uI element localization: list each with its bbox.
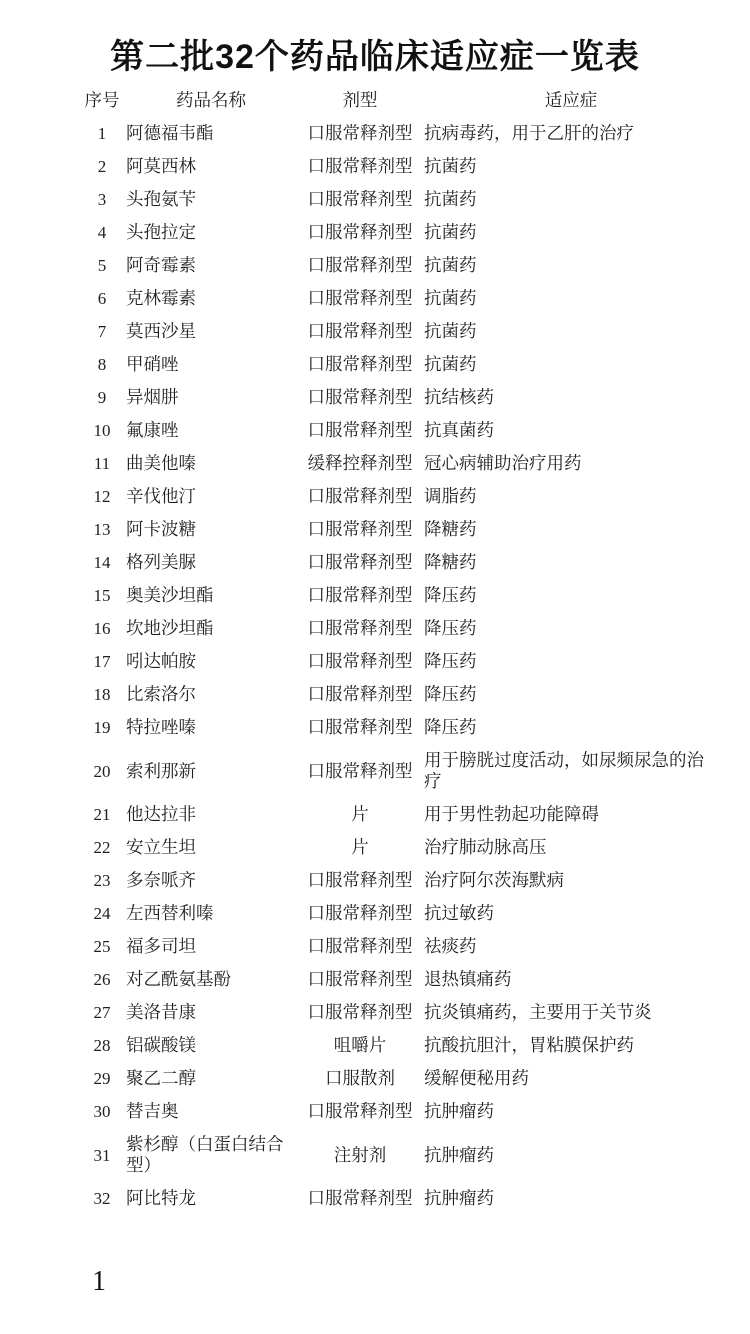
column-header-no: 序号	[84, 90, 120, 110]
table-row	[78, 183, 718, 216]
dosage-form-cell: 口服常释剂型	[307, 420, 413, 440]
row-number-cell: 23	[93, 871, 111, 890]
indication-cell: 抗肿瘤药	[424, 1188, 494, 1208]
table-row	[78, 744, 718, 798]
table-row	[78, 996, 718, 1029]
dosage-form-cell: 口服常释剂型	[307, 1002, 413, 1022]
drug-name-cell: 异烟肼	[126, 387, 179, 407]
drug-name-cell: 吲达帕胺	[126, 651, 196, 671]
drug-name-cell: 阿卡波糖	[126, 519, 196, 539]
indication-cell: 抗酸抗胆汁，胃粘膜保护药	[424, 1035, 634, 1055]
dosage-form-cell: 口服常释剂型	[307, 760, 413, 781]
row-number-cell: 30	[93, 1102, 111, 1121]
indication-cell: 退热镇痛药	[424, 969, 512, 989]
row-number-cell: 9	[97, 388, 107, 407]
table-row	[78, 678, 718, 711]
indication-cell: 降压药	[424, 684, 477, 704]
dosage-form-cell: 口服常释剂型	[307, 189, 413, 209]
row-number-cell: 14	[93, 553, 111, 572]
table-row	[78, 513, 718, 546]
drug-name-cell: 聚乙二醇	[126, 1068, 196, 1088]
drug-name-cell: 铝碳酸镁	[126, 1035, 196, 1055]
drug-name-cell: 格列美脲	[126, 552, 196, 572]
dosage-form-cell: 口服散剂	[325, 1068, 395, 1088]
table-row	[78, 930, 718, 963]
table-row	[78, 249, 718, 282]
drug-name-cell: 他达拉非	[126, 804, 196, 824]
table-row	[78, 315, 718, 348]
table-row	[78, 117, 718, 150]
table-header-row	[78, 84, 718, 117]
drug-name-cell: 特拉唑嗪	[126, 717, 196, 737]
table-row	[78, 216, 718, 249]
dosage-form-cell: 咀嚼片	[333, 1035, 387, 1055]
drug-name-cell: 左西替利嗪	[126, 903, 214, 923]
row-number-cell: 17	[93, 652, 111, 671]
indication-cell: 降糖药	[424, 519, 477, 539]
indication-cell: 抗菌药	[424, 354, 477, 374]
table-row	[78, 348, 718, 381]
dosage-form-cell: 缓释控释剂型	[307, 453, 413, 473]
indication-cell: 祛痰药	[424, 936, 477, 956]
row-number-cell: 16	[93, 619, 111, 638]
row-number-cell: 13	[93, 520, 111, 539]
indication-cell: 抗肿瘤药	[424, 1101, 494, 1121]
row-number-cell: 3	[97, 190, 107, 209]
drug-name-cell: 奥美沙坦酯	[126, 585, 214, 605]
drug-name-cell: 替吉奥	[126, 1101, 179, 1121]
indication-cell: 抗菌药	[424, 156, 477, 176]
table-row	[78, 1182, 718, 1215]
dosage-form-cell: 口服常释剂型	[307, 255, 413, 275]
row-number-cell: 5	[97, 256, 107, 275]
indication-cell: 抗肿瘤药	[424, 1144, 494, 1165]
table-row	[78, 645, 718, 678]
indication-cell: 抗菌药	[424, 222, 477, 242]
dosage-form-cell: 口服常释剂型	[307, 387, 413, 407]
table-row	[78, 579, 718, 612]
drug-name-cell: 索利那新	[126, 760, 196, 781]
row-number-cell: 18	[93, 685, 111, 704]
indication-cell: 用于膀胱过度活动，如尿频尿急的治疗	[424, 750, 704, 791]
row-number-cell: 32	[93, 1189, 111, 1208]
indication-cell: 抗过敏药	[424, 903, 494, 923]
table-row	[78, 864, 718, 897]
table-row	[78, 480, 718, 513]
drug-name-cell: 对乙酰氨基酚	[126, 969, 231, 989]
indication-cell: 抗炎镇痛药，主要用于关节炎	[424, 1002, 652, 1022]
row-number-cell: 10	[93, 421, 111, 440]
table-row	[78, 1095, 718, 1128]
column-header-drug-name: 药品名称	[176, 90, 246, 110]
indication-cell: 抗菌药	[424, 255, 477, 275]
drug-name-cell: 阿比特龙	[126, 1188, 196, 1208]
drug-name-cell: 坎地沙坦酯	[126, 618, 214, 638]
row-number-cell: 8	[97, 355, 107, 374]
table-body	[78, 117, 718, 1215]
row-number-cell: 25	[93, 937, 111, 956]
table-row	[78, 546, 718, 579]
row-number-cell: 22	[93, 838, 111, 857]
drug-name-cell: 头孢拉定	[126, 222, 196, 242]
drug-indication-table	[78, 84, 718, 1215]
drug-name-cell: 美洛昔康	[126, 1002, 196, 1022]
row-number-cell: 11	[93, 454, 111, 473]
indication-cell: 降糖药	[424, 552, 477, 572]
drug-name-cell: 安立生坦	[126, 837, 196, 857]
dosage-form-cell: 注射剂	[333, 1144, 387, 1165]
indication-cell: 治疗肺动脉高压	[424, 837, 547, 857]
drug-name-cell: 头孢氨苄	[126, 189, 196, 209]
drug-name-cell: 辛伐他汀	[126, 486, 196, 506]
table-row	[78, 612, 718, 645]
indication-cell: 缓解便秘用药	[424, 1068, 529, 1088]
indication-cell: 抗菌药	[424, 288, 477, 308]
table-row	[78, 711, 718, 744]
dosage-form-cell: 口服常释剂型	[307, 585, 413, 605]
row-number-cell: 7	[97, 322, 107, 341]
column-header-indication: 适应症	[544, 90, 598, 110]
indication-cell: 抗真菌药	[424, 420, 494, 440]
row-number-cell: 21	[93, 805, 111, 824]
drug-name-cell: 曲美他嗪	[126, 453, 196, 473]
indication-cell: 治疗阿尔茨海默病	[424, 870, 564, 890]
dosage-form-cell: 口服常释剂型	[307, 870, 413, 890]
indication-cell: 抗菌药	[424, 189, 477, 209]
row-number-cell: 28	[93, 1036, 111, 1055]
dosage-form-cell: 口服常释剂型	[307, 519, 413, 539]
row-number-cell: 2	[97, 157, 107, 176]
dosage-form-cell: 口服常释剂型	[307, 684, 413, 704]
table-row	[78, 447, 718, 480]
dosage-form-cell: 口服常释剂型	[307, 651, 413, 671]
drug-name-cell: 氟康唑	[126, 420, 179, 440]
drug-name-cell: 多奈哌齐	[126, 870, 196, 890]
dosage-form-cell: 口服常释剂型	[307, 717, 413, 737]
dosage-form-cell: 口服常释剂型	[307, 552, 413, 572]
table-row	[78, 963, 718, 996]
row-number-cell: 24	[93, 904, 111, 923]
row-number-cell: 20	[93, 761, 111, 781]
indication-cell: 降压药	[424, 717, 477, 737]
row-number-cell: 6	[97, 289, 107, 308]
drug-name-cell: 阿奇霉素	[126, 255, 196, 275]
dosage-form-cell: 口服常释剂型	[307, 903, 413, 923]
table-row	[78, 381, 718, 414]
dosage-form-cell: 口服常释剂型	[307, 123, 413, 143]
row-number-cell: 12	[93, 487, 111, 506]
drug-name-cell: 克林霉素	[126, 288, 196, 308]
row-number-cell: 1	[97, 124, 107, 143]
drug-name-cell: 莫西沙星	[126, 321, 196, 341]
table-row	[78, 798, 718, 831]
dosage-form-cell: 片	[351, 837, 369, 857]
dosage-form-cell: 口服常释剂型	[307, 222, 413, 242]
table-row	[78, 282, 718, 315]
table-row	[78, 1029, 718, 1062]
indication-cell: 降压药	[424, 618, 477, 638]
dosage-form-cell: 口服常释剂型	[307, 618, 413, 638]
table-row	[78, 414, 718, 447]
table-row	[78, 1128, 718, 1182]
indication-cell: 调脂药	[424, 486, 477, 506]
indication-cell: 冠心病辅助治疗用药	[424, 453, 582, 473]
indication-cell: 抗菌药	[424, 321, 477, 341]
indication-cell: 降压药	[424, 585, 477, 605]
table-row	[78, 897, 718, 930]
row-number-cell: 31	[93, 1145, 111, 1165]
dosage-form-cell: 口服常释剂型	[307, 936, 413, 956]
indication-cell: 用于男性勃起功能障碍	[424, 804, 599, 824]
drug-name-cell: 福多司坦	[126, 936, 196, 956]
indication-cell: 抗结核药	[424, 387, 494, 407]
page-number: 1	[92, 1266, 106, 1297]
drug-name-cell: 甲硝唑	[126, 354, 179, 374]
dosage-form-cell: 口服常释剂型	[307, 321, 413, 341]
drug-name-cell: 阿莫西林	[126, 156, 196, 176]
dosage-form-cell: 口服常释剂型	[307, 1188, 413, 1208]
row-number-cell: 4	[97, 223, 107, 242]
row-number-cell: 26	[93, 970, 111, 989]
drug-name-cell: 阿德福韦酯	[126, 123, 214, 143]
indication-cell: 抗病毒药，用于乙肝的治疗	[424, 123, 634, 143]
table-row	[78, 1062, 718, 1095]
dosage-form-cell: 口服常释剂型	[307, 156, 413, 176]
dosage-form-cell: 口服常释剂型	[307, 486, 413, 506]
dosage-form-cell: 口服常释剂型	[307, 969, 413, 989]
dosage-form-cell: 片	[351, 804, 369, 824]
table-row	[78, 831, 718, 864]
row-number-cell: 27	[93, 1003, 111, 1022]
drug-name-cell: 紫杉醇（白蛋白结合型）	[126, 1134, 284, 1175]
dosage-form-cell: 口服常释剂型	[307, 288, 413, 308]
dosage-form-cell: 口服常释剂型	[307, 354, 413, 374]
drug-name-cell: 比索洛尔	[126, 684, 196, 704]
column-header-form: 剂型	[342, 90, 378, 110]
indication-cell: 降压药	[424, 651, 477, 671]
dosage-form-cell: 口服常释剂型	[307, 1101, 413, 1121]
row-number-cell: 15	[93, 586, 111, 605]
table-row	[78, 150, 718, 183]
page-title: 第二批32个药品临床适应症一览表	[110, 38, 640, 76]
row-number-cell: 19	[93, 718, 111, 737]
row-number-cell: 29	[93, 1069, 111, 1088]
